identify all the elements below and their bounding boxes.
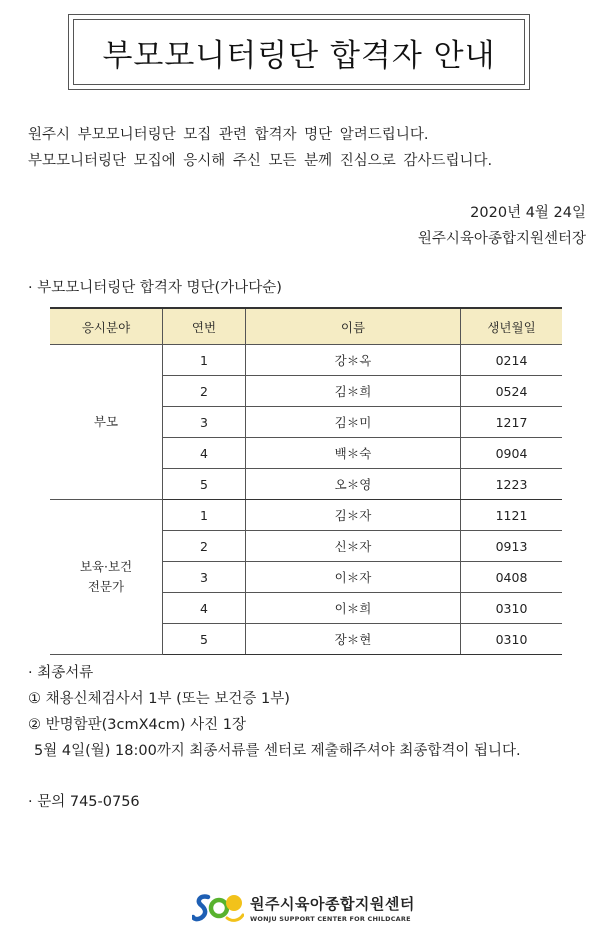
docs-item: ② 반명함판(3cmX4cm) 사진 1장	[28, 717, 246, 733]
docs-note: 5월 4일(월) 18:00까지 최종서류를 센터로 제출해주셔야 최종합격이 됩니다.	[34, 743, 521, 759]
row-name: 장＊현	[246, 624, 461, 655]
row-birth: 0408	[461, 562, 563, 593]
row-birth: 0524	[461, 376, 563, 407]
issuer: 원주시육아종합지원센터장	[417, 231, 586, 247]
list-heading: · 부모모니터링단 합격자 명단(가나다순)	[28, 280, 282, 296]
center-logo-icon	[192, 892, 244, 924]
footer-name-en: WONJU SUPPORT CENTER FOR CHILDCARE	[250, 915, 411, 923]
row-birth: 0904	[461, 438, 563, 469]
row-name: 김＊자	[246, 500, 461, 531]
contact-info: · 문의 745-0756	[28, 794, 140, 810]
intro-text	[28, 122, 492, 174]
row-no: 1	[163, 345, 246, 376]
footer-text	[250, 893, 415, 923]
footer-logo	[192, 892, 415, 924]
docs-heading: · 최종서류	[28, 665, 94, 681]
header-no: 연번	[163, 308, 246, 345]
final-documents	[28, 660, 521, 764]
header-field: 응시분야	[50, 308, 163, 345]
page-title: 부모모니터링단 합격자 안내	[73, 19, 525, 85]
row-name: 이＊자	[246, 562, 461, 593]
header-birth: 생년월일	[461, 308, 563, 345]
field-line: 전문가	[87, 579, 125, 594]
docs-item: ① 채용신체검사서 1부 (또는 보건증 1부)	[28, 691, 290, 707]
row-no: 5	[163, 469, 246, 500]
row-birth: 0310	[461, 593, 563, 624]
intro-line: 부모모니터링단 모집에 응시해 주신 모든 분께 진심으로 감사드립니다.	[28, 153, 493, 169]
row-birth: 1217	[461, 407, 563, 438]
row-name: 백＊숙	[246, 438, 461, 469]
intro-line: 원주시 부모모니터링단 모집 관련 합격자 명단 알려드립니다.	[28, 127, 429, 143]
table-header-row	[50, 308, 562, 345]
row-no: 4	[163, 593, 246, 624]
row-birth: 0310	[461, 624, 563, 655]
row-name: 신＊자	[246, 531, 461, 562]
row-name: 김＊희	[246, 376, 461, 407]
row-birth: 1223	[461, 469, 563, 500]
row-name: 강＊옥	[246, 345, 461, 376]
title-box	[68, 14, 530, 90]
row-birth: 0913	[461, 531, 563, 562]
row-no: 2	[163, 531, 246, 562]
field-line: 보육·보건	[79, 559, 133, 574]
row-name: 김＊미	[246, 407, 461, 438]
row-birth: 0214	[461, 345, 563, 376]
row-no: 2	[163, 376, 246, 407]
row-no: 3	[163, 562, 246, 593]
row-no: 3	[163, 407, 246, 438]
row-name: 오＊영	[246, 469, 461, 500]
table-row	[50, 500, 562, 531]
row-birth: 1121	[461, 500, 563, 531]
date-block	[418, 200, 586, 252]
notice-date: 2020년 4월 24일	[470, 205, 586, 221]
header-name: 이름	[246, 308, 461, 345]
row-no: 4	[163, 438, 246, 469]
field-cell	[50, 500, 163, 655]
row-no: 1	[163, 500, 246, 531]
row-name: 이＊희	[246, 593, 461, 624]
table-row	[50, 345, 562, 376]
row-no: 5	[163, 624, 246, 655]
footer-name-ko: 원주시육아종합지원센터	[250, 895, 415, 913]
roster-table	[50, 307, 562, 655]
field-cell: 부모	[50, 345, 163, 500]
